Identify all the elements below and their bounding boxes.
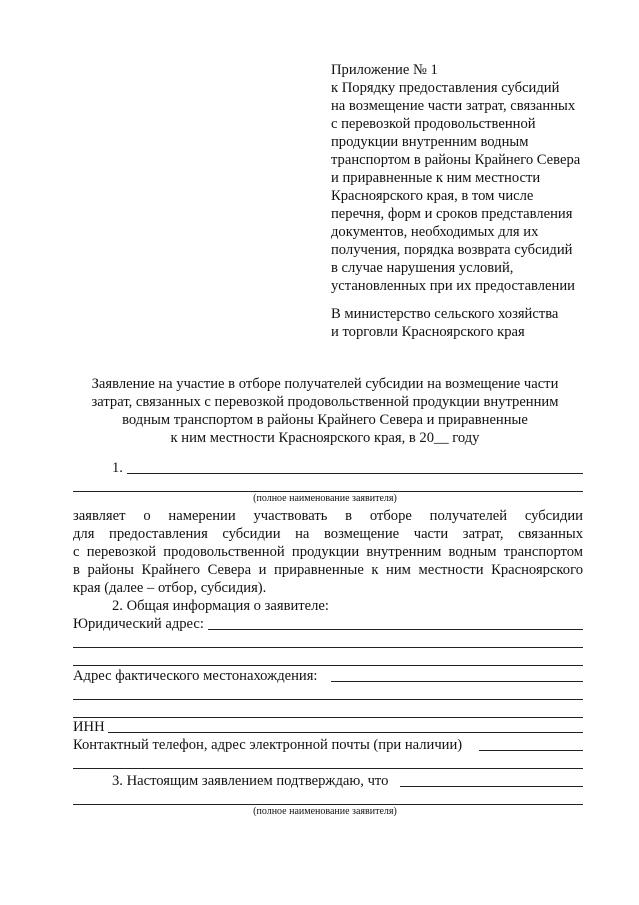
legal-address-field-line-3[interactable] — [73, 665, 583, 666]
contacts-label: Контактный телефон, адрес электронной почты (при наличии) — [73, 737, 463, 753]
contacts-field-line[interactable] — [479, 750, 583, 751]
heading-line-3: водным транспортом в районы Крайнего Севера и приравненные — [122, 412, 528, 428]
legal-address-field-line[interactable] — [208, 629, 583, 630]
appendix-line: с перевозкой продовольственной — [331, 116, 536, 132]
heading-line-1: Заявление на участие в отборе получателей субсидии на возмещение части — [91, 376, 559, 392]
appendix-line: получения, порядка возврата субсидий — [331, 242, 573, 258]
item1-body-last-line: края (далее – отбор, субсидия). — [73, 580, 267, 596]
appendix-line: Красноярского края, в том числе — [331, 188, 534, 204]
appendix-line: на возмещение части затрат, связанных — [331, 98, 576, 114]
heading-line-2: затрат, связанных с перевозкой продовольственной продукции внутренним — [91, 394, 559, 410]
appendix-line: и приравненные к ним местности — [331, 170, 541, 186]
appendix-line: установленных при их предоставлении — [331, 278, 575, 294]
actual-address-field-line-2[interactable] — [73, 699, 583, 700]
appendix-line: транспортом в районы Крайнего Севера — [331, 152, 581, 168]
appendix-line: продукции внутренним водным — [331, 134, 529, 150]
actual-address-field-line-3[interactable] — [73, 717, 583, 718]
applicant-name-caption: (полное наименование заявителя) — [253, 493, 397, 504]
heading-line-4: к ним местности Красноярского края, в 20__ году — [170, 430, 480, 446]
item3-caption: (полное наименование заявителя) — [253, 806, 397, 817]
appendix-line: к Порядку предоставления субсидий — [331, 80, 560, 96]
item3-field-line[interactable] — [400, 786, 583, 787]
item3-text: 3. Настоящим заявлением подтверждаю, что — [112, 773, 389, 789]
item3-field-line-2[interactable] — [73, 804, 583, 805]
item1-body-line: в районы Крайнего Севера и приравненные к ним местности Красноярского — [73, 562, 583, 578]
item1-body-line: для предоставления субсидии на возмещение части затрат, связанных — [73, 526, 583, 542]
applicant-name-field-line-2[interactable] — [73, 491, 583, 492]
appendix-line: в случае нарушения условий, — [331, 260, 514, 276]
appendix-line: перечня, форм и сроков представления — [331, 206, 573, 222]
item1-body-line: заявляет о намерении участвовать в отборе получателей субсидии — [73, 508, 583, 524]
actual-address-label: Адрес фактического местонахождения: — [73, 668, 318, 684]
actual-address-field-line[interactable] — [331, 681, 583, 682]
item1-number: 1. — [112, 460, 123, 476]
appendix-line: документов, необходимых для их — [331, 224, 539, 240]
contacts-field-line-2[interactable] — [73, 768, 583, 769]
item1-body-line: с перевозкой продовольственной продукции внутренним водным транспортом — [73, 544, 583, 560]
appendix-title: Приложение № 1 — [331, 62, 438, 78]
legal-address-field-line-2[interactable] — [73, 647, 583, 648]
addressee-line-2: и торговли Красноярского края — [331, 324, 525, 340]
inn-field-line[interactable] — [108, 732, 583, 733]
item2-title: 2. Общая информация о заявителе: — [112, 598, 329, 614]
inn-label: ИНН — [73, 719, 105, 735]
applicant-name-field-line[interactable] — [127, 473, 583, 474]
addressee-line-1: В министерство сельского хозяйства — [331, 306, 559, 322]
legal-address-label: Юридический адрес: — [73, 616, 204, 632]
